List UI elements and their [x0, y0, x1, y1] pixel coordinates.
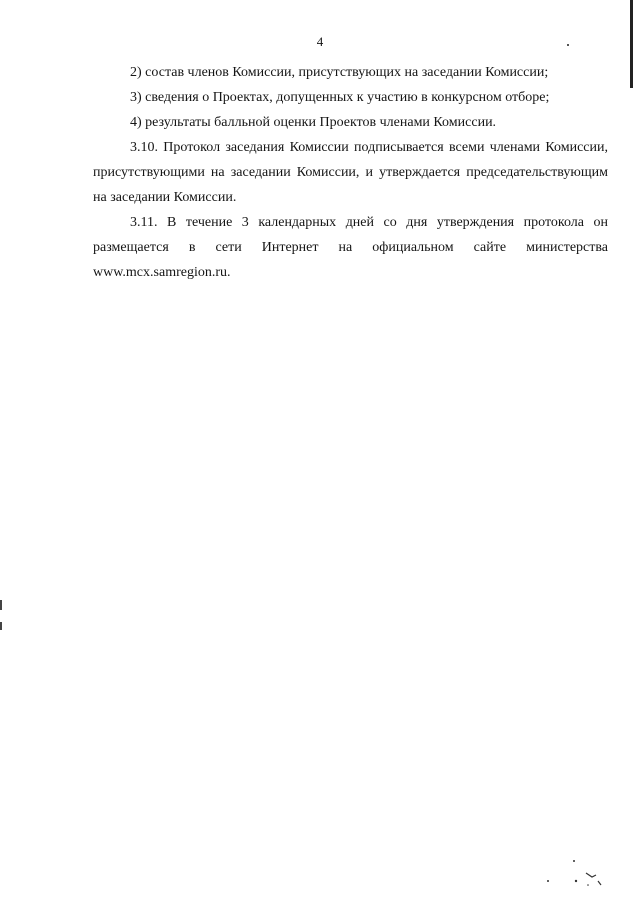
clause-3-11: 3.11. В течение 3 календарных дней со дня утверждения протокола он размещается в сети Интернет на официальном сайте министерства www.mcx.samregion.ru.	[93, 215, 608, 280]
document-body	[93, 60, 608, 285]
list-item-3: 3) сведения о Проектах, допущенных к участию в конкурсном отборе;	[130, 90, 550, 105]
clause-3-10: 3.10. Протокол заседания Комиссии подписывается всеми членами Комиссии, присутствующими на заседании Комиссии, и утверждается председательствующим на заседании Комиссии.	[93, 140, 608, 205]
list-item-2: 2) состав членов Комиссии, присутствующих на заседании Комиссии;	[130, 65, 549, 80]
scan-speck	[0, 622, 2, 630]
list-item-4: 4) результаты балльной оценки Проектов членами Комиссии.	[130, 115, 497, 130]
scan-smudge-marks	[540, 855, 610, 895]
page-number: 4	[316, 34, 324, 49]
scan-speck	[0, 600, 2, 610]
